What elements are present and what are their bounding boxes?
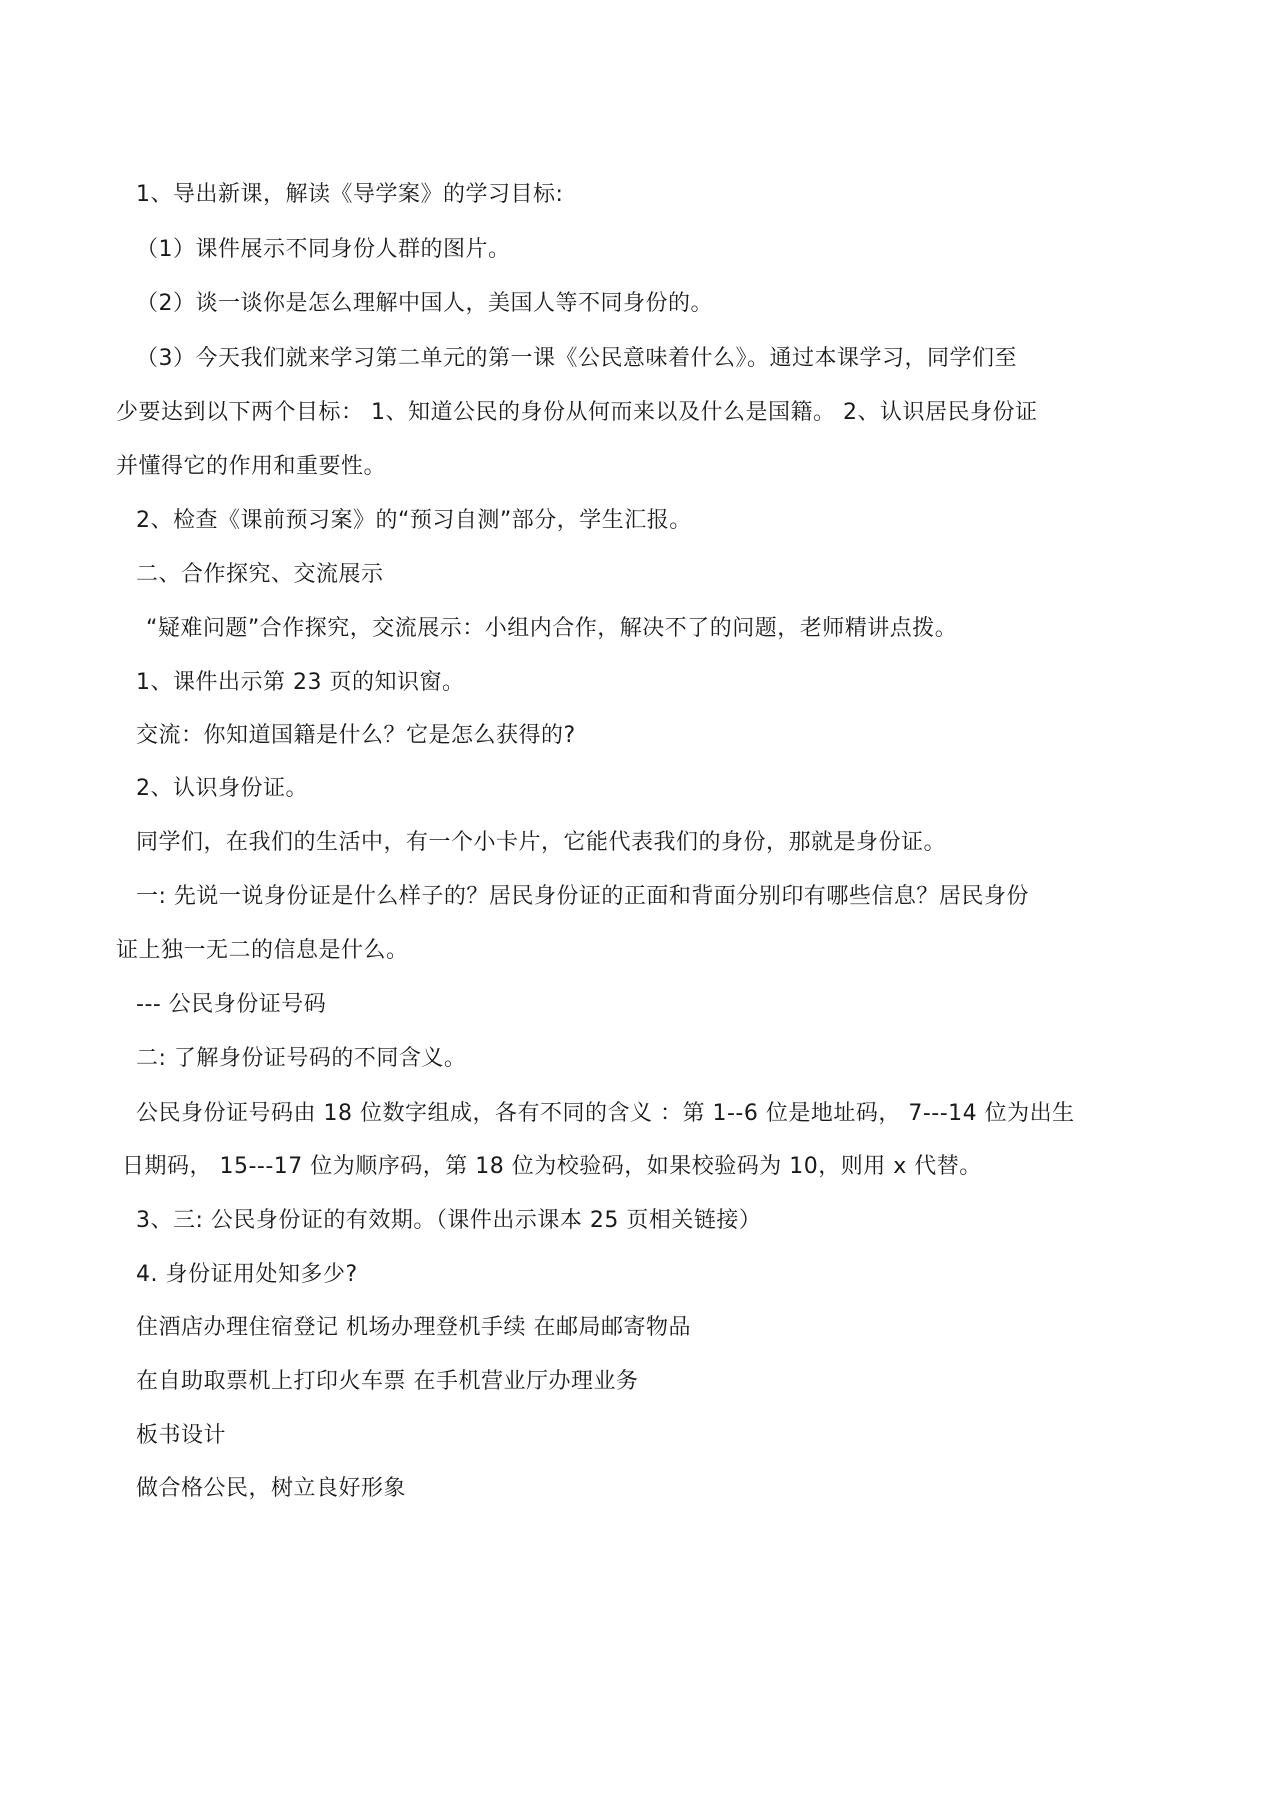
text-line: 少要达到以下两个目标： 1、知道公民的身份从何而来以及什么是国籍。 2、认识居民身份证 <box>116 400 1038 425</box>
text-line: （3）今天我们就来学习第二单元的第一课《公民意味着什么》。通过本课学习，同学们至 <box>136 346 1018 371</box>
text-line: （2）谈一谈你是怎么理解中国人，美国人等不同身份的。 <box>136 291 713 316</box>
text-line: 日期码， 15---17 位为顺序码，第 18 位为校验码，如果校验码为 10，则用 x 代替。 <box>122 1154 982 1179</box>
text-line: 在自助取票机上打印火车票 在手机营业厅办理业务 <box>136 1369 639 1394</box>
text-line: --- 公民身份证号码 <box>136 992 327 1017</box>
text-line: 同学们，在我们的生活中，有一个小卡片，它能代表我们的身份，那就是身份证。 <box>136 830 947 855</box>
text-line: 做合格公民，树立良好形象 <box>136 1476 407 1501</box>
text-line: 一: 先说一说身份证是什么样子的？居民身份证的正面和背面分别印有哪些信息？居民身份 <box>136 884 1029 909</box>
text-line: 二: 了解身份证号码的不同含义。 <box>136 1046 467 1071</box>
text-line: 住酒店办理住宿登记 机场办理登机手续 在邮局邮寄物品 <box>136 1315 691 1340</box>
text-line: 证上独一无二的信息是什么。 <box>116 938 409 963</box>
text-line: 2、检查《课前预习案》的“预习自测”部分，学生汇报。 <box>136 508 692 533</box>
text-line: 3、三: 公民身份证的有效期。（课件出示课本 25 页相关链接） <box>136 1208 762 1233</box>
text-line: 2、认识身份证。 <box>136 776 308 801</box>
text-line: （1）课件展示不同身份人群的图片。 <box>136 237 511 262</box>
section-heading: 二、合作探究、交流展示 <box>136 562 384 587</box>
text-line: 1、导出新课，解读《导学案》的学习目标: <box>136 182 564 207</box>
text-line: 公民身份证号码由 18 位数字组成，各有不同的含义 ：第 1--6 位是地址码， 7---14 位为出生 <box>136 1101 1075 1126</box>
text-line: 1、课件出示第 23 页的知识窗。 <box>136 670 465 695</box>
text-line: 并懂得它的作用和重要性。 <box>116 454 387 479</box>
text-line: 交流：你知道国籍是什么？它是怎么获得的? <box>136 723 576 748</box>
text-line: 4. 身份证用处知多少? <box>136 1262 358 1287</box>
text-line: 板书设计 <box>136 1423 227 1448</box>
text-line: “疑难问题”合作探究，交流展示：小组内合作，解决不了的问题，老师精讲点拨。 <box>146 616 958 641</box>
